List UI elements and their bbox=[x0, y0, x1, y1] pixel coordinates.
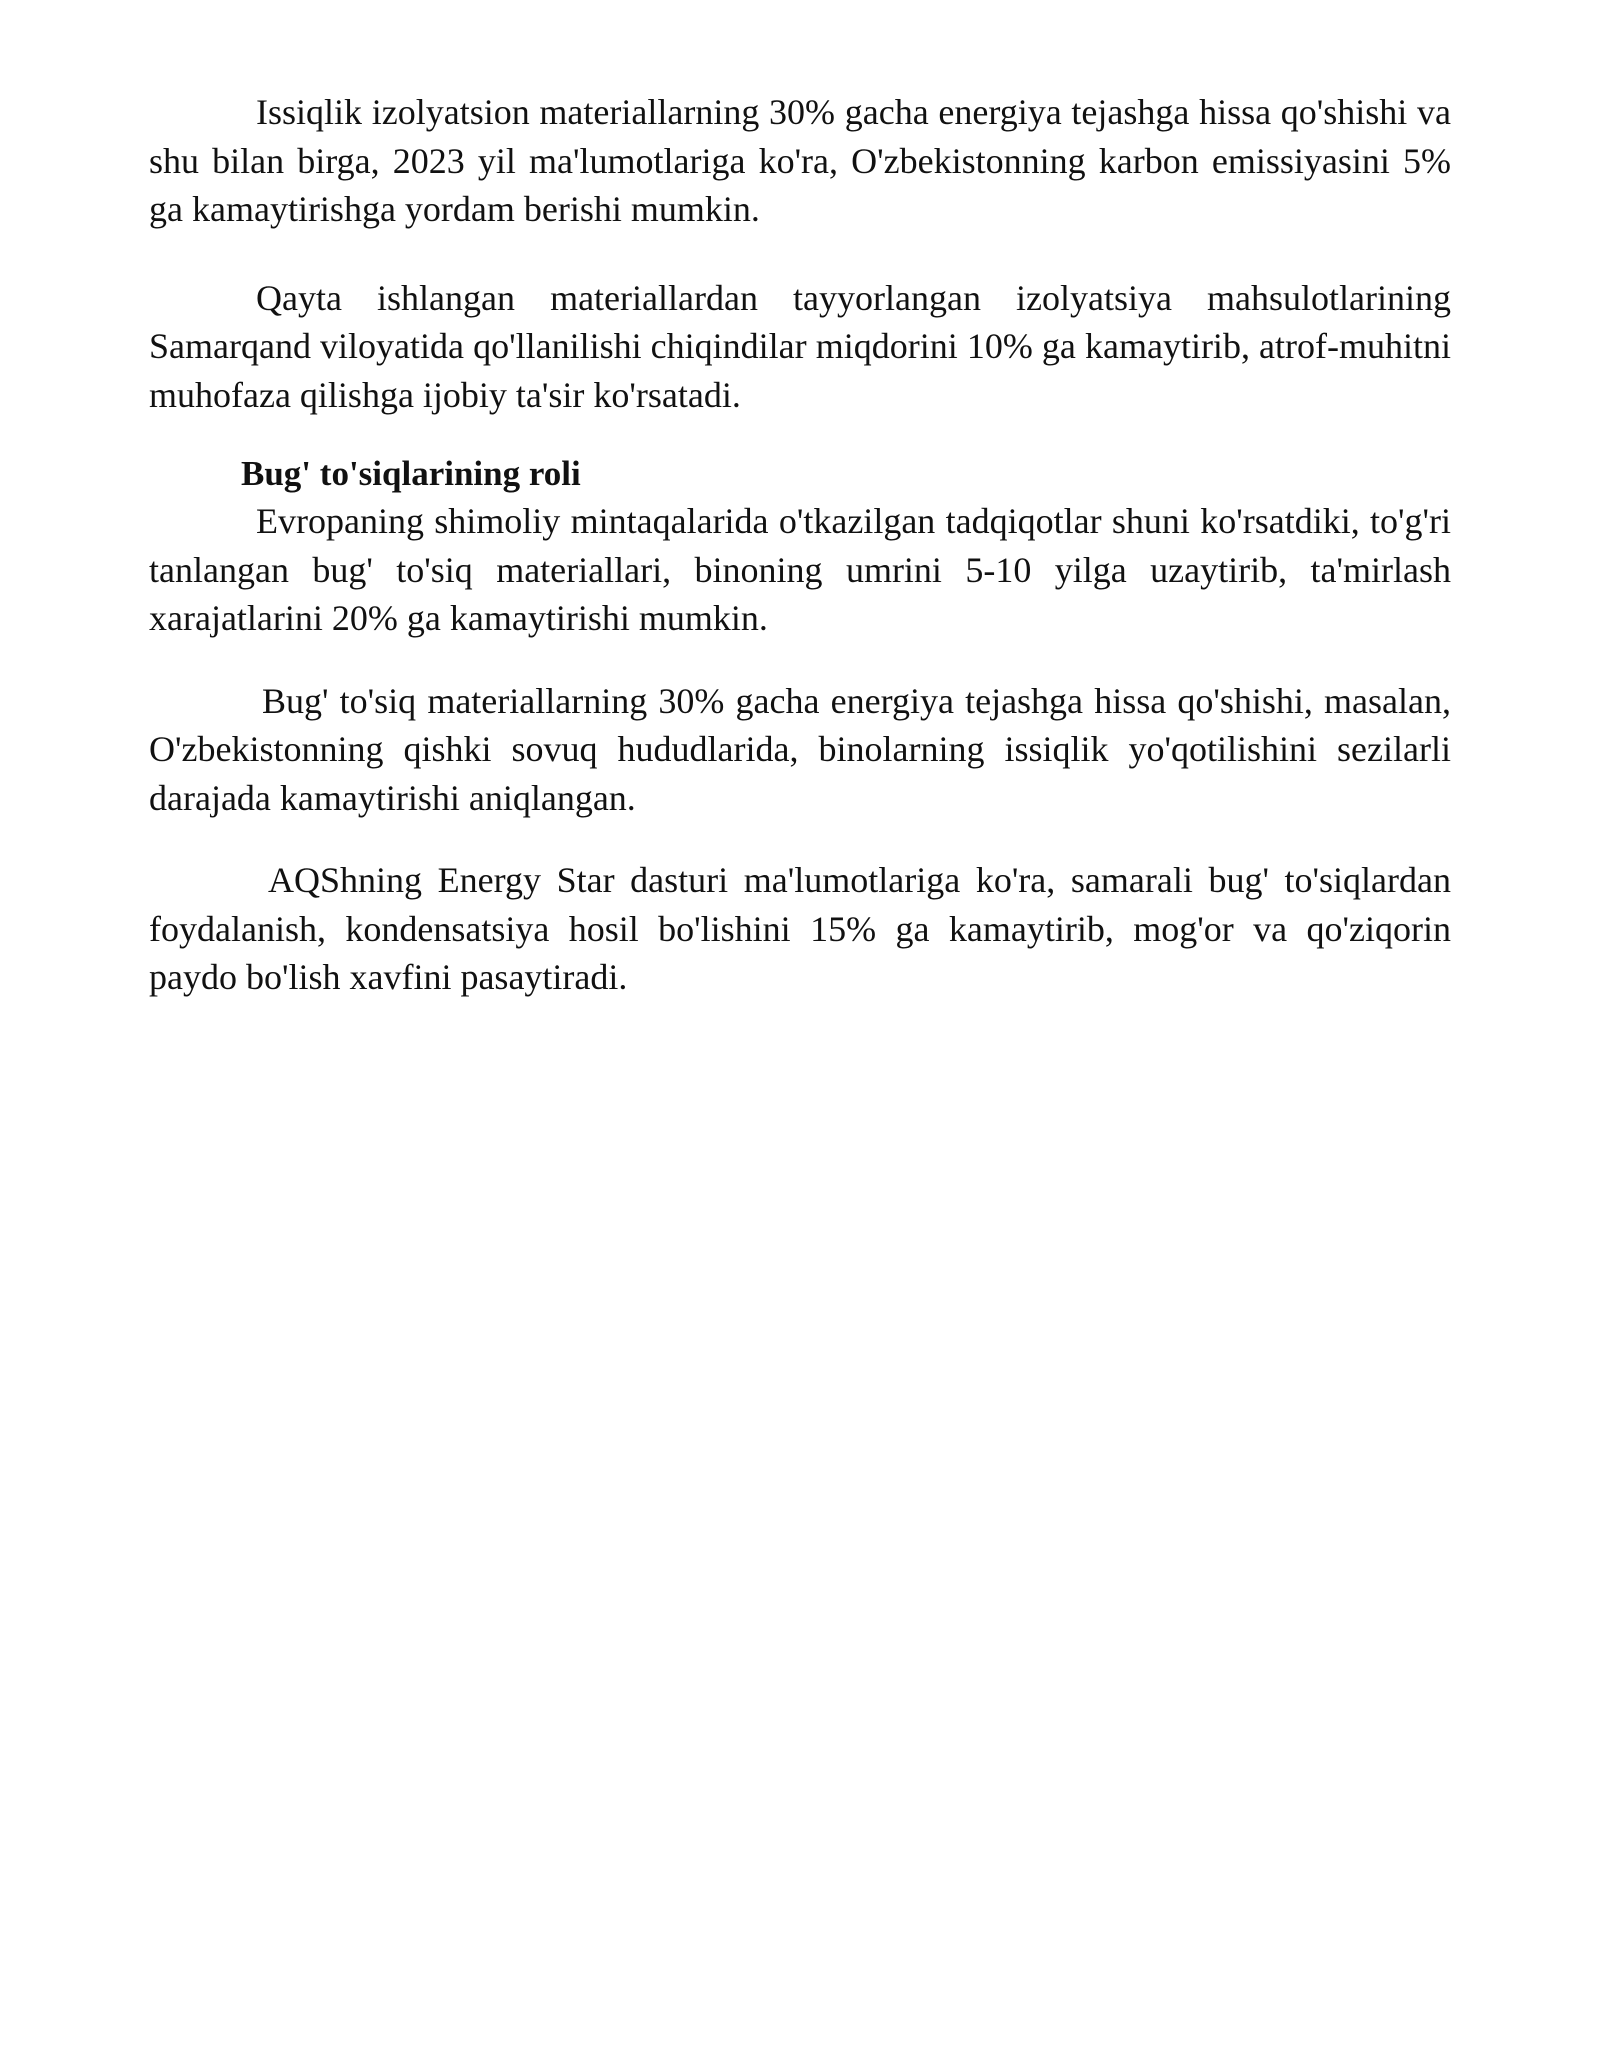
paragraph-insulation-energy: Issiqlik izolyatsion materiallarning 30% gacha energiya tejashga hissa qo'shishi va shu bilan birga, 2023 yil ma'lumotlariga ko'ra, O'zbekistonning karbon emissiyasini 5% ga kamaytirishga yordam berishi mumkin. bbox=[149, 92, 1451, 229]
paragraph-energy-star: AQShning Energy Star dasturi ma'lumotlariga ko'ra, samarali bug' to'siqlardan foydalanish, kondensatsiya hosil bo'lishini 15% ga kamaytirib, mog'or va qo'ziqorin paydo bo'lish xavfini pasaytiradi. bbox=[149, 860, 1451, 997]
section-heading: Bug' to'siqlarining roli bbox=[241, 454, 581, 493]
paragraph-recycled-materials: Qayta ishlangan materiallardan tayyorlangan izolyatsiya mahsulotlarining Samarqand viloyatida qo'llanilishi chiqindilar miqdorini 10% ga kamaytirib, atrof-muhitni muhofaza qilishga ijobiy ta'sir ko'rsatadi. bbox=[149, 277, 1451, 415]
paragraph-vapor-barrier-energy: Bug' to'siq materiallarning 30% gacha energiya tejashga hissa qo'shishi, masalan, O'zbekistonning qishki sovuq hududlarida, binolarning issiqlik yo'qotilishini sezilarli darajada kamaytirishi aniqlangan. bbox=[149, 680, 1451, 818]
paragraph-northern-europe-study: Evropaning shimoliy mintaqalarida o'tkazilgan tadqiqotlar shuni ko'rsatdiki, to'g'ri tanlangan bug' to'siq materiallari, binoning umrini 5-10 yilga uzaytirib, ta'mirlash xarajatlarini 20% ga kamaytirishi mumkin. bbox=[149, 501, 1451, 638]
document-body bbox=[149, 88, 1451, 1002]
